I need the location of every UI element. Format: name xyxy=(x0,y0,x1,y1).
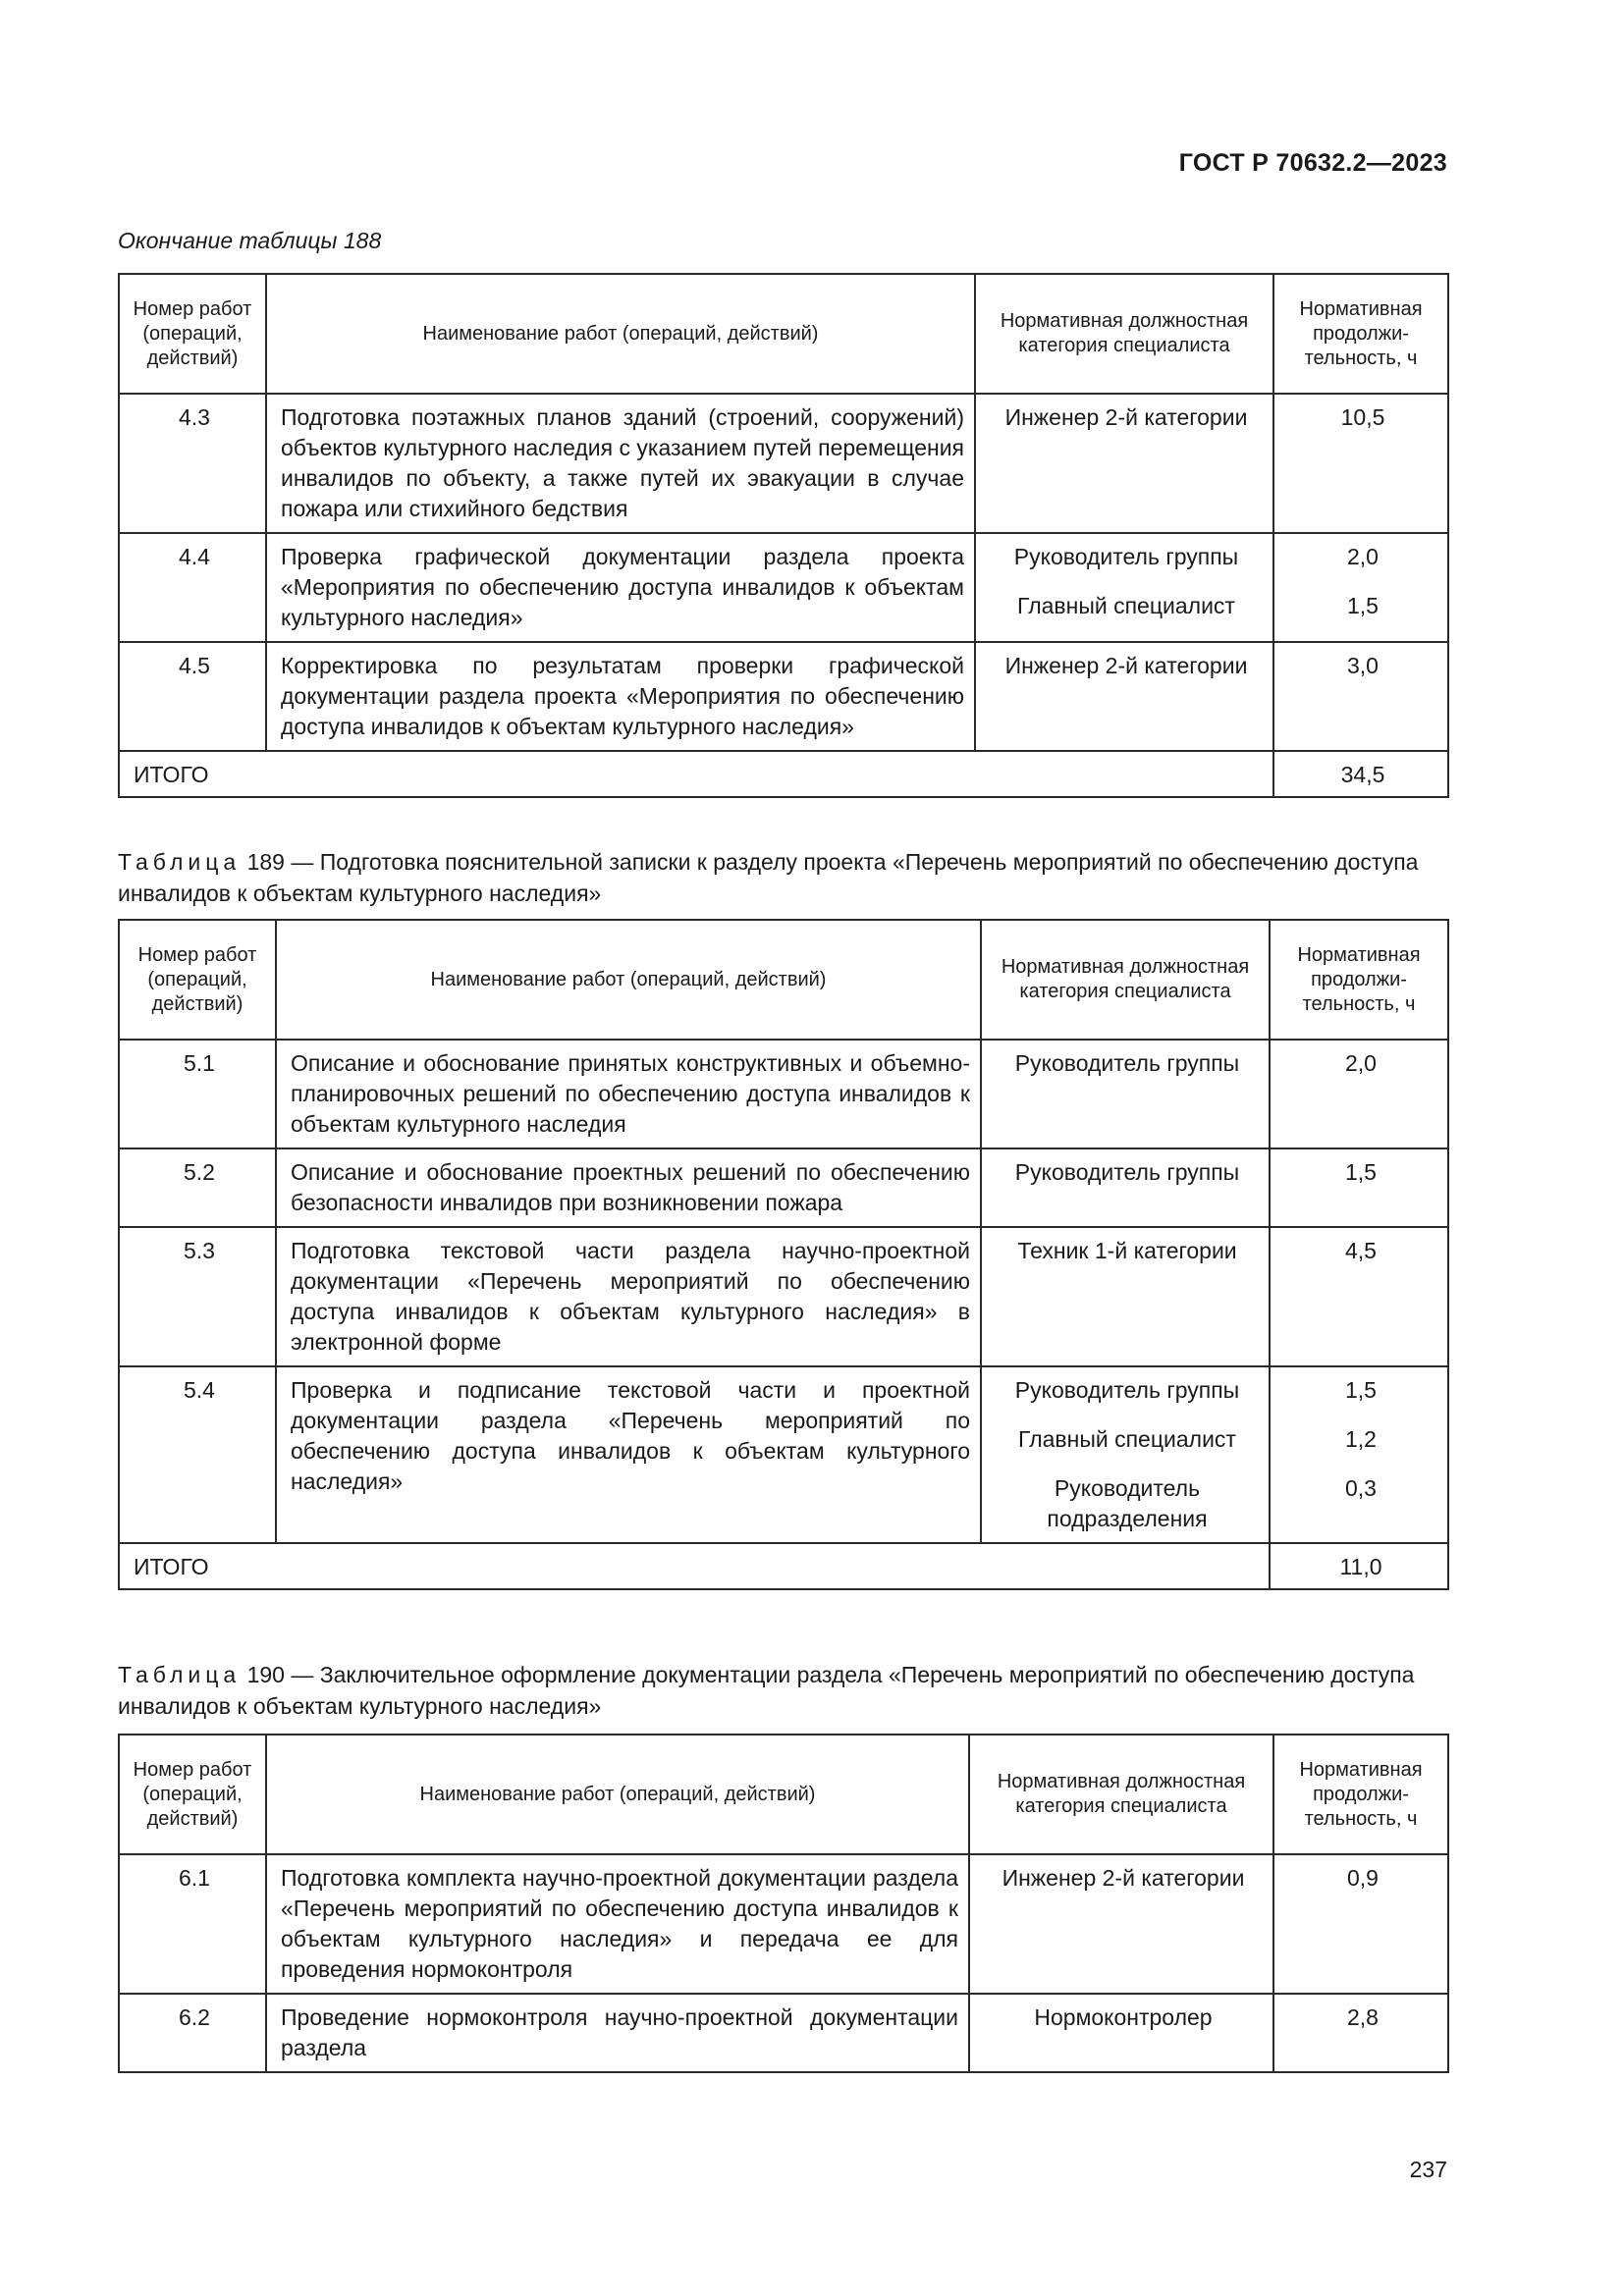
row-number: 5.2 xyxy=(119,1148,276,1227)
row-category: Инженер 2-й категории xyxy=(1004,404,1248,430)
col-header-category: Нормативная должностная категория специалиста xyxy=(975,274,1273,394)
col-header-duration: Нормативная продолжи-тельность, ч xyxy=(1273,274,1448,394)
row-duration: 1,2 xyxy=(1345,1426,1377,1452)
table-row xyxy=(119,1366,1448,1543)
row-duration: 4,5 xyxy=(1345,1238,1377,1263)
row-duration: 1,5 xyxy=(1345,1159,1377,1185)
row-category-cell xyxy=(975,533,1273,642)
col-header-num: Номер работ (операций, действий) xyxy=(119,920,276,1040)
row-category: Нормоконтролер xyxy=(1034,2004,1213,2030)
row-category: Руководитель группы xyxy=(1013,544,1239,569)
row-duration-cell xyxy=(1273,533,1448,642)
col-header-category: Нормативная должностная категория специалиста xyxy=(981,920,1270,1040)
row-category-cell xyxy=(981,1366,1270,1543)
row-duration: 2,8 xyxy=(1347,2004,1379,2030)
row-duration: 0,9 xyxy=(1347,1865,1379,1891)
row-duration: 1,5 xyxy=(1345,1377,1377,1403)
row-category: Инженер 2-й категории xyxy=(1004,653,1248,678)
row-category-cell xyxy=(981,1148,1270,1227)
row-work-name: Проверка графической документации раздела проекта «Мероприятия по обеспечению доступа инвалидов к объектам культурного наследия» xyxy=(266,533,975,642)
table-row xyxy=(119,1854,1448,1994)
caption-text: 189 — Подготовка пояснительной записки к разделу проекта «Перечень мероприятий по обеспечению доступа инвалидов к объектам культурного наследия» xyxy=(118,849,1419,906)
row-duration-cell xyxy=(1273,394,1448,533)
table-row xyxy=(119,1994,1448,2072)
table-row xyxy=(119,533,1448,642)
total-row xyxy=(119,751,1448,797)
row-work-name: Проведение нормоконтроля научно-проектной документации раздела xyxy=(266,1994,969,2072)
row-category: Руководитель группы xyxy=(1014,1159,1240,1185)
row-number: 6.2 xyxy=(119,1994,266,2072)
row-number: 4.5 xyxy=(119,642,266,751)
row-category: Главный специалист xyxy=(1017,593,1235,618)
col-header-duration: Нормативная продолжи-тельность, ч xyxy=(1273,1735,1448,1854)
total-row xyxy=(119,1543,1448,1589)
table-189-caption xyxy=(118,846,1447,909)
table-row xyxy=(119,642,1448,751)
row-category-cell xyxy=(981,1227,1270,1366)
row-duration-cell xyxy=(1273,1854,1448,1994)
row-category: Руководитель группы xyxy=(1014,1050,1240,1076)
row-work-name: Описание и обоснование принятых конструктивных и объемно-планировочных решений по обеспечению доступа инвалидов к объектам культурного наследия xyxy=(276,1040,981,1148)
row-number: 5.1 xyxy=(119,1040,276,1148)
row-duration: 2,0 xyxy=(1347,544,1379,569)
row-number: 4.3 xyxy=(119,394,266,533)
total-label: ИТОГО xyxy=(119,1543,1270,1589)
row-work-name: Описание и обоснование проектных решений по обеспечению безопасности инвалидов при возникновении пожара xyxy=(276,1148,981,1227)
row-category-cell xyxy=(975,642,1273,751)
table-row xyxy=(119,1148,1448,1227)
row-duration: 1,5 xyxy=(1347,593,1379,618)
col-header-name: Наименование работ (операций, действий) xyxy=(276,920,981,1040)
row-number: 6.1 xyxy=(119,1854,266,1994)
row-duration-cell xyxy=(1270,1366,1448,1543)
table-188 xyxy=(118,273,1449,798)
col-header-num: Номер работ (операций, действий) xyxy=(119,1735,266,1854)
row-category-cell xyxy=(969,1994,1273,2072)
col-header-num: Номер работ (операций, действий) xyxy=(119,274,266,394)
row-duration-cell xyxy=(1270,1148,1448,1227)
total-value: 34,5 xyxy=(1273,751,1448,797)
row-category-cell xyxy=(975,394,1273,533)
caption-word: Таблица xyxy=(118,1662,242,1687)
row-duration-cell xyxy=(1270,1227,1448,1366)
row-duration: 2,0 xyxy=(1345,1050,1377,1076)
col-header-category: Нормативная должностная категория специалиста xyxy=(969,1735,1273,1854)
col-header-duration: Нормативная продолжи-тельность, ч xyxy=(1270,920,1448,1040)
table-row xyxy=(119,394,1448,533)
row-duration: 10,5 xyxy=(1340,404,1385,430)
row-category-cell xyxy=(981,1040,1270,1148)
caption-text: 190 — Заключительное оформление документации раздела «Перечень мероприятий по обеспечению доступа инвалидов к объектам культурного наследия» xyxy=(118,1662,1415,1719)
row-duration: 0,3 xyxy=(1345,1475,1377,1501)
total-value: 11,0 xyxy=(1270,1543,1448,1589)
col-header-name: Наименование работ (операций, действий) xyxy=(266,1735,969,1854)
table-row xyxy=(119,1040,1448,1148)
row-duration: 3,0 xyxy=(1347,653,1379,678)
page-number: 237 xyxy=(1409,2157,1447,2182)
row-number: 4.4 xyxy=(119,533,266,642)
table-continuation-label: Окончание таблицы 188 xyxy=(118,228,382,253)
row-work-name: Подготовка поэтажных планов зданий (строений, сооружений) объектов культурного наследия с указанием путей перемещения инвалидов по объекту, а также путей их эвакуации в случае пожара или стихийного бедствия xyxy=(266,394,975,533)
table-190 xyxy=(118,1734,1449,2073)
row-duration-cell xyxy=(1273,642,1448,751)
row-work-name: Подготовка комплекта научно-проектной документации раздела «Перечень мероприятий по обеспечению доступа инвалидов к объектам культурного наследия» и передача ее для проведения нормоконтроля xyxy=(266,1854,969,1994)
table-189 xyxy=(118,919,1449,1590)
row-category: Инженер 2-й категории xyxy=(1001,1865,1245,1891)
row-category: Руководитель подразделения xyxy=(1047,1475,1208,1531)
row-category: Техник 1-й категории xyxy=(1017,1238,1237,1263)
row-duration-cell xyxy=(1270,1040,1448,1148)
table-row xyxy=(119,1227,1448,1366)
table-190-caption xyxy=(118,1659,1447,1722)
row-work-name: Корректировка по результатам проверки графической документации раздела проекта «Мероприятия по обеспечению доступа инвалидов к объектам культурного наследия» xyxy=(266,642,975,751)
caption-word: Таблица xyxy=(118,849,242,875)
total-label: ИТОГО xyxy=(119,751,1273,797)
row-duration-cell xyxy=(1273,1994,1448,2072)
row-work-name: Проверка и подписание текстовой части и проектной документации раздела «Перечень мероприятий по обеспечению доступа инвалидов к объектам культурного наследия» xyxy=(276,1366,981,1543)
row-work-name: Подготовка текстовой части раздела научно-проектной документации «Перечень мероприятий по обеспечению доступа инвалидов к объектам культурного наследия» в электронной форме xyxy=(276,1227,981,1366)
row-number: 5.4 xyxy=(119,1366,276,1543)
row-category: Главный специалист xyxy=(1018,1426,1236,1452)
col-header-name: Наименование работ (операций, действий) xyxy=(266,274,975,394)
row-category-cell xyxy=(969,1854,1273,1994)
row-number: 5.3 xyxy=(119,1227,276,1366)
document-code: ГОСТ Р 70632.2—2023 xyxy=(1178,149,1447,177)
row-category: Руководитель группы xyxy=(1014,1377,1240,1403)
